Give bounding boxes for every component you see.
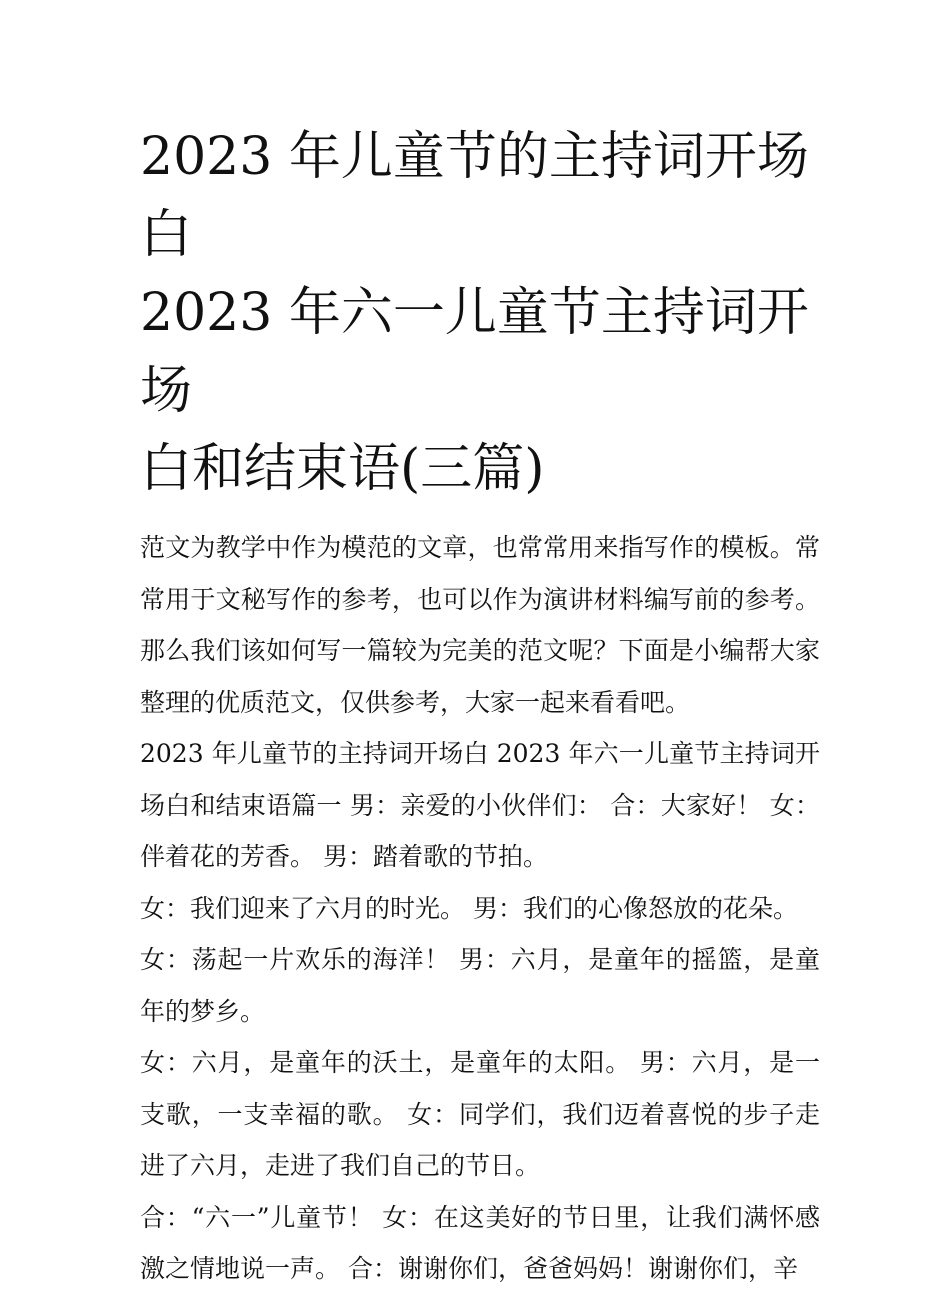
paragraph-3: 女：荡起一片欢乐的海洋！ 男：六月，是童年的摇篮，是童年的梦乡。	[140, 945, 820, 1026]
document-title	[140, 118, 820, 508]
title-line-2: 2023 年六一儿童节主持词开场	[140, 283, 809, 421]
paragraph-1: 2023 年儿童节的主持词开场白 2023 年六一儿童节主持词开场白和结束语篇一 男：亲爱的小伙伴们： 合：大家好！ 女：伴着花的芳香。 男：踏着歌的节拍。	[140, 739, 820, 871]
paragraph-4: 女：六月，是童年的沃土，是童年的太阳。 男：六月，是一支歌，一支幸福的歌。 女：同学们，我们迈着喜悦的步子走进了六月，走进了我们自己的节日。	[140, 1048, 820, 1180]
paragraph-5: 合：“六一”儿童节！ 女：在这美好的节日里，让我们满怀感激之情地说一声。 合：谢谢你们，爸爸妈妈！谢谢你们，辛	[140, 1202, 820, 1283]
paragraph-intro: 范文为教学中作为模范的文章，也常常用来指写作的模板。常常用于文秘写作的参考，也可以作为演讲材料编写前的参考。那么我们该如何写一篇较为完美的范文呢？下面是小编帮大家整理的优质范文，仅供参考，大家一起来看看吧。	[140, 533, 820, 717]
title-line-3: 白和结束语(三篇)	[140, 439, 545, 499]
paragraph-2: 女：我们迎来了六月的时光。 男：我们的心像怒放的花朵。	[140, 893, 798, 923]
document-page	[140, 118, 820, 1295]
title-line-1: 2023 年儿童节的主持词开场白	[140, 127, 809, 265]
